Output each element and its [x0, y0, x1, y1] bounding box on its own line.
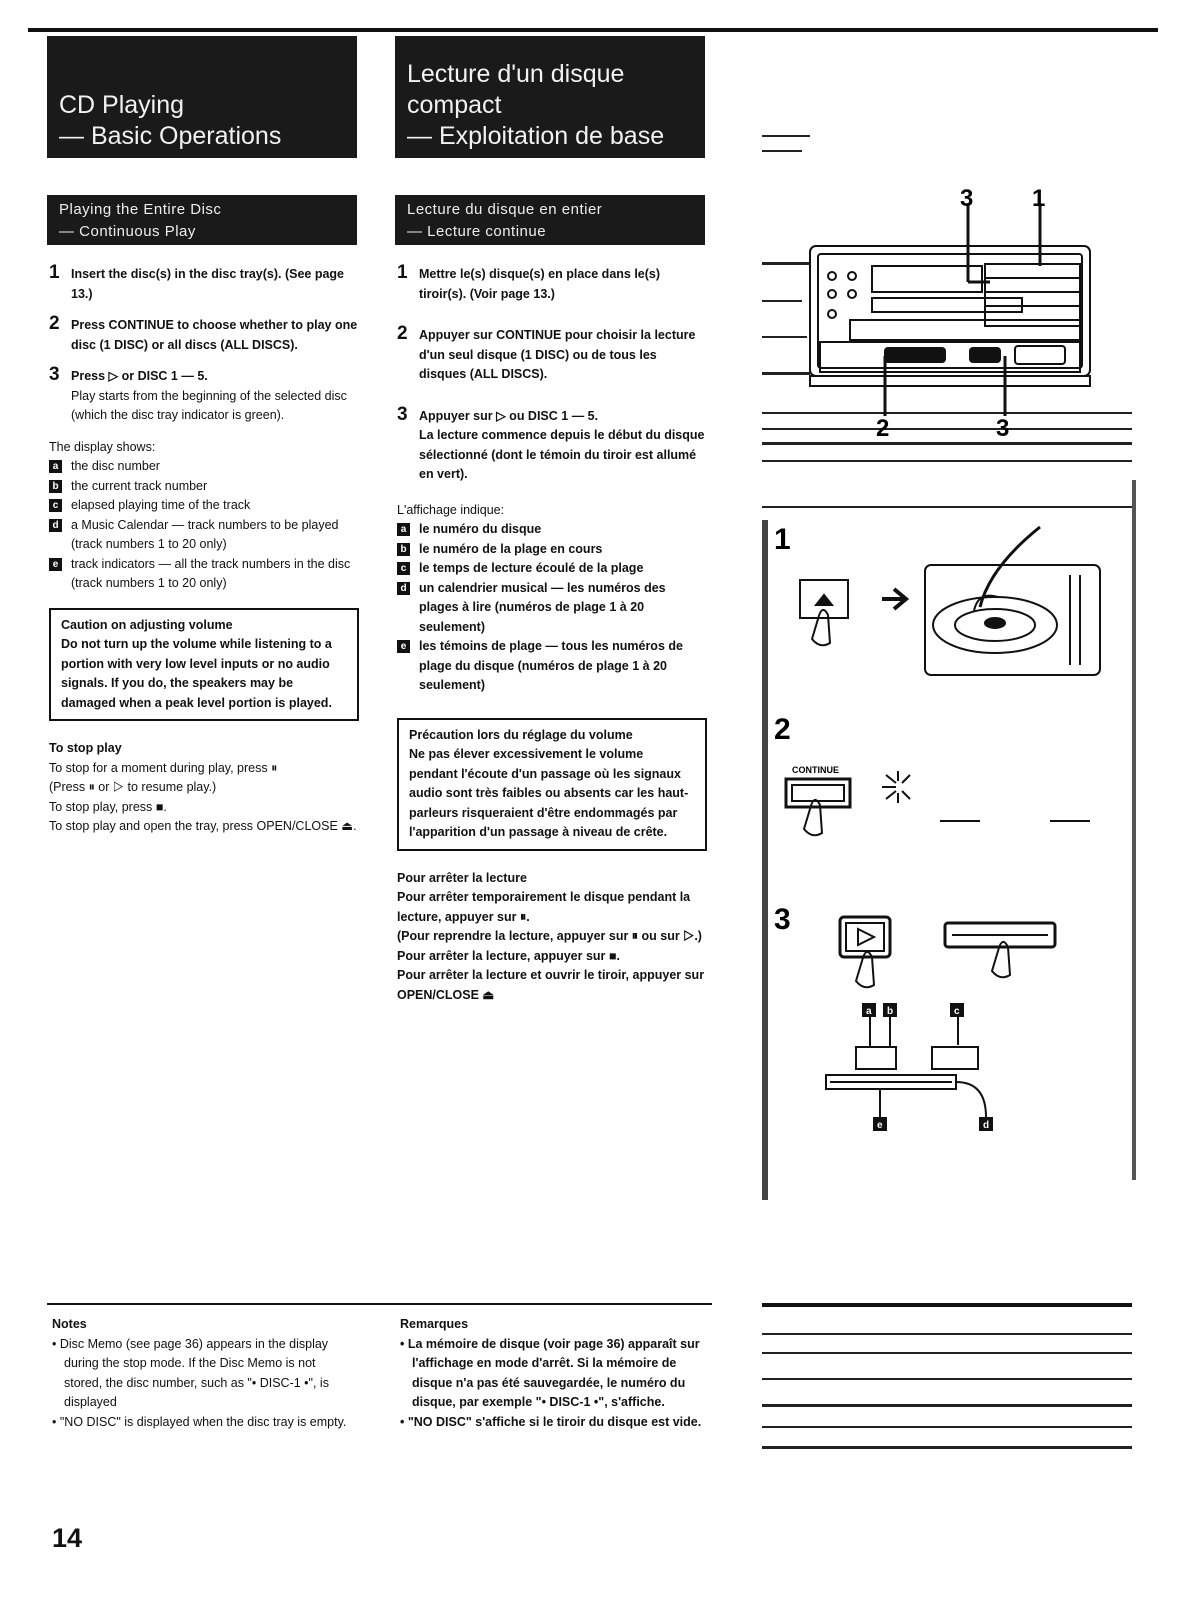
english-notes — [52, 1315, 357, 1432]
callout-label: 3 — [996, 415, 1010, 440]
key-marker: c — [49, 499, 62, 512]
step-number: 1 — [49, 262, 60, 283]
key-marker: e — [397, 640, 410, 653]
callout-label: 3 — [960, 185, 974, 212]
english-section-line-1: Playing the Entire Disc — [59, 201, 222, 218]
panel-label: 1 — [774, 523, 791, 556]
step-instruction: Press CONTINUE to choose whether to play one disc (1 DISC) or all discs (ALL DISCS). — [71, 318, 358, 352]
french-column — [397, 262, 707, 1005]
callout-label: 1 — [1032, 185, 1046, 212]
stop-line: (Press ⏸ or ▷ to resume play.) — [49, 780, 217, 794]
step-3 — [49, 364, 359, 426]
caution-box — [49, 608, 359, 722]
panel-label: 2 — [774, 713, 791, 746]
display-item-text: the disc number — [71, 459, 160, 473]
french-notes — [400, 1315, 708, 1432]
display-item-text: track indicators — all the track numbers in the disc (track numbers 1 to 20 only) — [71, 556, 351, 590]
step-number: 3 — [397, 403, 408, 425]
display-item-text: le temps de lecture écoulé de la plage — [419, 561, 644, 575]
stop-line: To stop play and open the tray, press OPEN/CLOSE ⏏. — [49, 819, 357, 833]
caution-title: Précaution lors du réglage du volume — [409, 727, 633, 742]
display-key: e — [877, 1120, 883, 1131]
key-marker: c — [397, 562, 410, 575]
english-section-header — [47, 195, 357, 245]
caution-body: Ne pas élever excessivement le volume pendant l'écoute d'un passage où les signaux audio sont très faibles ou absents car les haut-parleurs risqueraient d'être endommagés par l'apparition d'un passage à niveau de crête. — [409, 747, 689, 839]
step-1-figure — [770, 515, 1130, 695]
page-number: 14 — [52, 1523, 83, 1553]
french-title-line-1: Lecture d'un disque — [407, 60, 625, 88]
display-item-text: a Music Calendar — track numbers to be played (track numbers 1 to 20 only) — [71, 517, 339, 551]
continue-button-label: CONTINUE — [792, 765, 839, 775]
stop-title: Pour arrêter la lecture — [397, 870, 527, 885]
key-marker: b — [49, 480, 62, 493]
key-marker: b — [397, 543, 410, 556]
stop-line: To stop for a moment during play, press ⏸ — [49, 760, 278, 775]
display-key: c — [954, 1006, 960, 1017]
display-item — [49, 555, 359, 594]
caution-body: Do not turn up the volume while listening to a portion with very low level inputs or no audio signals. If you do, the speakers may be damaged when a peak level portion is played. — [61, 637, 332, 710]
french-title — [395, 36, 705, 158]
step-2 — [49, 313, 359, 355]
note-item: • "NO DISC" is displayed when the disc tray is empty. — [52, 1414, 347, 1429]
key-marker: a — [49, 460, 62, 473]
display-item — [397, 559, 707, 579]
stop-title: To stop play — [49, 741, 122, 755]
display-item — [49, 496, 359, 516]
step-2 — [397, 323, 707, 385]
step-instruction: Appuyer sur ▷ ou DISC 1 — 5. — [419, 408, 599, 423]
french-section-line-2: — Lecture continue — [407, 223, 547, 240]
display-key: d — [983, 1120, 990, 1131]
caution-title: Caution on adjusting volume — [61, 617, 233, 632]
step-3 — [397, 403, 707, 485]
stop-line: Pour arrêter la lecture, appuyer sur ■. — [397, 948, 620, 963]
display-heading: The display shows: — [49, 439, 156, 454]
stop-line: To stop play, press ■. — [49, 799, 167, 814]
note-item: • "NO DISC" s'affiche si le tiroir du disque est vide. — [400, 1414, 702, 1429]
step-detail: Play starts from the beginning of the selected disc (which the disc tray indicator is green). — [71, 388, 347, 422]
step-number: 2 — [397, 323, 408, 344]
stop-line: (Pour reprendre la lecture, appuyer sur ⏸ ou sur ▷.) — [397, 929, 702, 943]
step-3-figure — [770, 895, 1130, 1135]
note-item: • La mémoire de disque (voir page 36) apparaît sur l'affichage en mode d'arrêt. Si la mémoire de disque n'a pas été sauvegardée, le numéro du disque, par exemple "• DISC-1 •", s'affiche. — [400, 1336, 700, 1409]
french-section-line-1: Lecture du disque en entier — [407, 201, 603, 218]
english-section-line-2: — Continuous Play — [59, 223, 196, 240]
french-title-line-2: compact — [407, 91, 502, 119]
display-item-text: elapsed playing time of the track — [71, 498, 251, 512]
key-marker: d — [397, 582, 410, 595]
display-item — [49, 477, 359, 497]
display-item-text: un calendrier musical — les numéros des plages à lire (numéros de plage 1 à 20 seulement) — [419, 580, 666, 634]
device-front-panel-figure — [780, 180, 1130, 440]
display-item-text: le numéro de la plage en cours — [419, 541, 603, 556]
notes-title: Remarques — [400, 1317, 469, 1331]
english-title-line-2: — Basic Operations — [59, 122, 282, 150]
step-instruction: Appuyer sur CONTINUE pour choisir la lecture d'un seul disque (1 DISC) ou de tous les disques (ALL DISCS). — [419, 328, 696, 381]
right-notes-divider — [762, 1303, 1132, 1307]
step-number: 2 — [49, 313, 60, 334]
english-column — [49, 262, 359, 837]
key-marker: e — [49, 558, 62, 571]
step-instruction: Mettre le(s) disque(s) en place dans le(s) tiroir(s). (Voir page 13.) — [419, 267, 661, 301]
callout-label: 2 — [876, 415, 890, 440]
top-rule — [28, 28, 1158, 32]
display-item-text: les témoins de plage — tous les numéros de plage du disque (numéros de plage 1 à 20 seulement) — [419, 639, 683, 692]
notes-divider — [47, 1303, 712, 1305]
display-item — [397, 637, 707, 696]
step-2-figure — [770, 705, 1130, 875]
display-item — [397, 540, 707, 560]
step-instruction: Insert the disc(s) in the disc tray(s). (See page 13.) — [71, 267, 344, 301]
display-item — [397, 520, 707, 540]
step-1 — [397, 262, 707, 304]
step-detail: La lecture commence depuis le début du disque sélectionné (dont le témoin du tiroir est allumé en vert). — [419, 428, 705, 481]
french-section-header — [395, 195, 705, 245]
display-item — [49, 457, 359, 477]
display-item — [49, 516, 359, 555]
display-item-text: le numéro du disque — [419, 522, 542, 536]
display-key: a — [866, 1006, 872, 1017]
key-marker: d — [49, 519, 62, 532]
display-heading: L'affichage indique: — [397, 502, 505, 517]
stop-line: Pour arrêter la lecture et ouvrir le tiroir, appuyer sur OPEN/CLOSE ⏏ — [397, 968, 705, 1002]
step-1 — [49, 262, 359, 304]
english-title — [47, 36, 357, 158]
step-instruction: Press ▷ or DISC 1 — 5. — [71, 369, 208, 383]
english-title-line-1: CD Playing — [59, 91, 185, 119]
french-title-line-3: — Exploitation de base — [407, 122, 665, 150]
note-item: • Disc Memo (see page 36) appears in the display during the stop mode. If the Disc Memo is not stored, the disc number, such as "• DISC-1 •", is displayed — [52, 1336, 329, 1409]
step-number: 3 — [49, 364, 60, 385]
panel-label: 3 — [774, 903, 791, 936]
display-item-text: the current track number — [71, 478, 208, 493]
caution-box — [397, 718, 707, 851]
stop-line: Pour arrêter temporairement le disque pendant la lecture, appuyer sur ⏸. — [397, 890, 691, 924]
display-key: b — [887, 1006, 894, 1017]
step-number: 1 — [397, 262, 408, 283]
display-item — [397, 579, 707, 638]
key-marker: a — [397, 523, 410, 536]
notes-title: Notes — [52, 1317, 87, 1331]
